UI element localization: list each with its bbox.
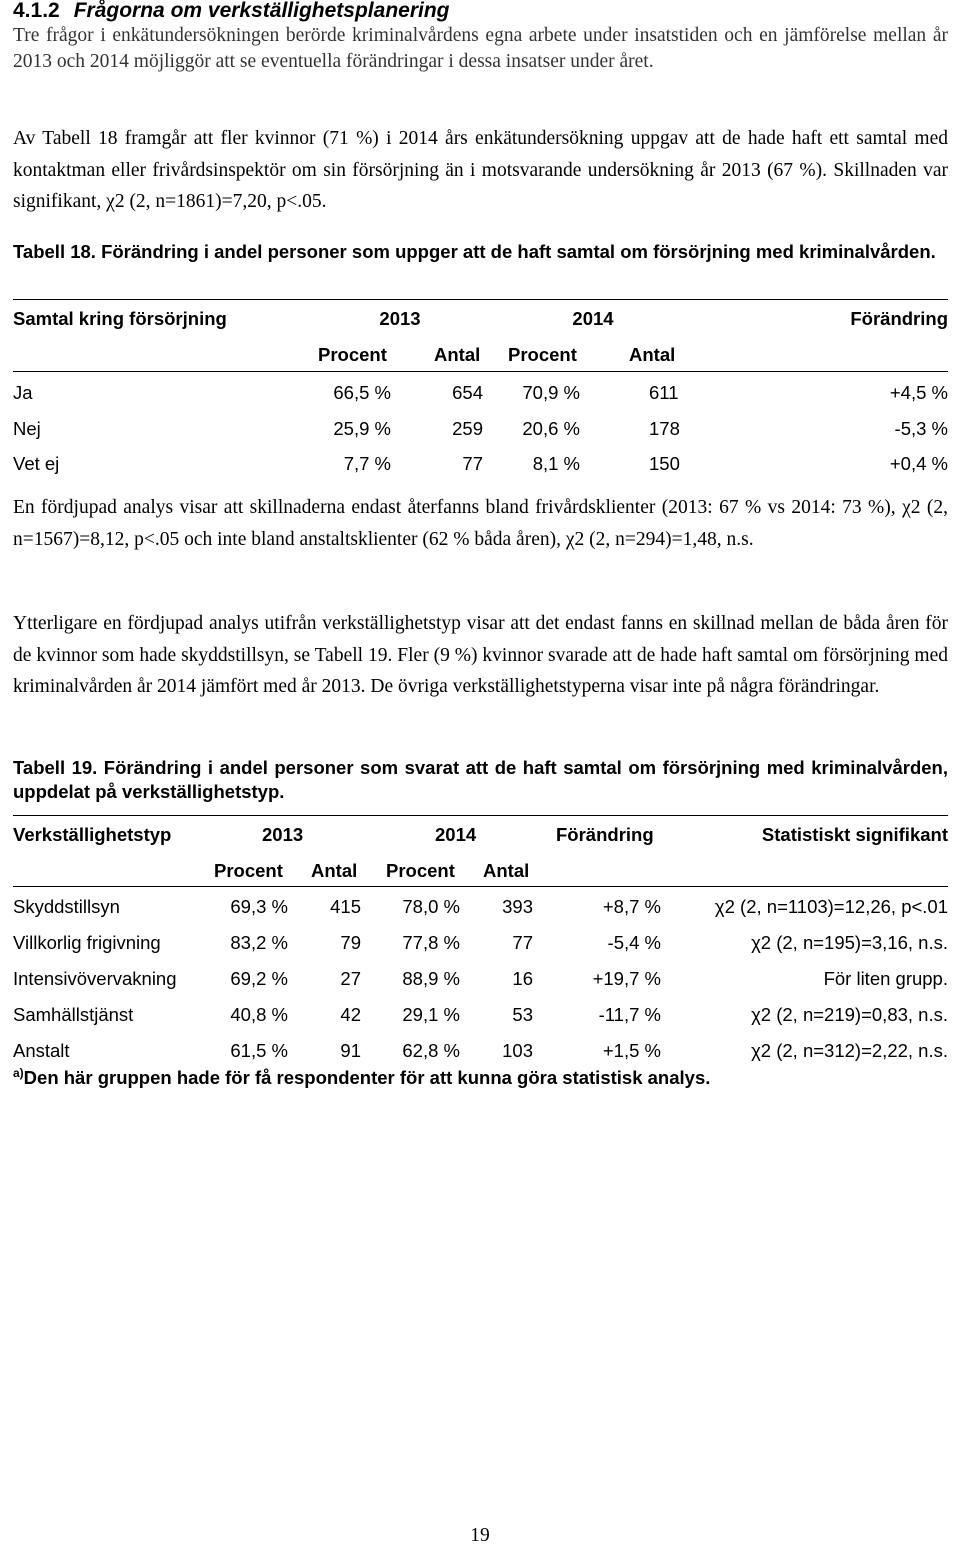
cell-change: +0,4 % [889,453,948,474]
cell-pct-2013: 69,2 % [230,968,288,989]
cell-significance: χ2 (2, n=312)=2,22, n.s. [751,1040,948,1061]
cell-pct-2013: 83,2 % [230,932,288,953]
cell-pct-2014: 78,0 % [402,896,460,917]
cell-change: -5,4 % [607,932,661,953]
table19-footnote [13,1066,710,1089]
cell-n-2013: 259 [452,418,483,439]
cell-n-2014: 393 [502,896,533,917]
cell-n-2014: 150 [649,453,680,474]
subheader-count: Antal [311,860,358,881]
cell-n-2014: 77 [512,932,533,953]
cell-n-2013: 42 [340,1004,361,1025]
table-rule [13,371,948,372]
subheader-percent: Procent [318,344,387,365]
analysis-paragraph: En fördjupad analys visar att skillnaderna endast återfanns bland frivårdsklienter (2013: 67 % vs 2014: 73 %), χ2 (2, n=1567)=8,12, p<.05 och inte bland anstaltsklienter (62 % båda åren), χ2 (2, n=294)=1,48, n.s. [13,497,948,550]
cell-pct-2013: 66,5 % [333,382,391,403]
cell-pct-2013: 25,9 % [333,418,391,439]
cell-n-2014: 103 [502,1040,533,1061]
cell-n-2013: 79 [340,932,361,953]
row-label: Vet ej [13,453,60,474]
cell-n-2013: 27 [340,968,361,989]
cell-pct-2014: 62,8 % [402,1040,460,1061]
subheader-count: Antal [629,344,676,365]
cell-pct-2013: 40,8 % [230,1004,288,1025]
cell-change: +4,5 % [889,382,948,403]
cell-change: +19,7 % [592,968,661,989]
subheader-percent: Procent [508,344,577,365]
section-heading [13,0,948,24]
cell-pct-2014: 70,9 % [522,382,580,403]
column-header-change: Förändring [556,824,654,845]
cell-n-2014: 178 [649,418,680,439]
section-title: Frågorna om verkställighetsplanering [73,0,450,22]
table-rule [13,299,948,300]
column-header-2014: 2014 [435,824,477,845]
cell-significance: χ2 (2, n=1103)=12,26, p<.01 [714,896,948,917]
cell-change: +8,7 % [602,896,661,917]
cell-n-2014: 611 [649,382,679,403]
table18 [13,299,948,479]
cell-pct-2014: 77,8 % [402,932,460,953]
cell-pct-2014: 8,1 % [532,453,580,474]
cell-n-2014: 16 [512,968,533,989]
table-rule [13,815,948,816]
footnote-marker: a) [13,1066,24,1080]
row-label: Skyddstillsyn [13,896,120,917]
cell-pct-2013: 69,3 % [230,896,288,917]
cell-n-2013: 654 [452,382,483,403]
column-header: Samtal kring försörjning [13,308,227,329]
cell-pct-2013: 61,5 % [230,1040,288,1061]
analysis-paragraph-2: Ytterligare en fördjupad analys utifrån verkställighetstyp visar att det endast fanns en skillnad mellan de båda åren för de kvinnor som hade skyddstillsyn, se Tabell 19. Fler (9 %) kvinnor svarade att de hade haft samtal om försörjning med kriminalvården år 2014 jämfört med år 2013. De övriga verkställighetstyperna visar inte på några förändringar. [13,613,948,697]
subheader-percent: Procent [214,860,283,881]
row-label: Villkorlig frigivning [13,932,161,953]
cell-change: +1,5 % [602,1040,661,1061]
subheader-count: Antal [483,860,530,881]
cell-pct-2014: 29,1 % [402,1004,460,1025]
page-number: 19 [470,1525,490,1546]
row-label: Samhällstjänst [13,1004,134,1025]
column-header-2014: 2014 [572,308,614,329]
column-header-2013: 2013 [379,308,421,329]
row-label: Anstalt [13,1040,70,1061]
subheader-count: Antal [434,344,481,365]
cell-pct-2014: 20,6 % [522,418,580,439]
section-number: 4.1.2 [13,0,60,22]
row-label: Intensivövervakning [13,968,177,989]
cell-significance: χ2 (2, n=195)=3,16, n.s. [751,932,948,953]
cell-n-2014: 53 [512,1004,533,1025]
subheader-percent: Procent [386,860,455,881]
cell-pct-2013: 7,7 % [343,453,391,474]
cell-pct-2014: 88,9 % [402,968,460,989]
row-label: Nej [13,418,41,439]
intro-paragraph: Tre frågor i enkätundersökningen berörde kriminalvårdens egna arbete under insatstiden och en jämförelse mellan år 2013 och 2014 möjliggör att se eventuella förändringar i dessa insatser under året. [13,25,948,72]
footnote-text: Den här gruppen hade för få respondenter för att kunna göra statistisk analys. [23,1067,711,1088]
table-rule [13,886,948,887]
column-header-change: Förändring [850,308,948,329]
cell-n-2013: 77 [462,453,483,474]
cell-change: -11,7 % [598,1004,661,1025]
table19 [13,815,948,1065]
cell-change: -5,3 % [894,418,948,439]
table19-caption: Tabell 19. Förändring i andel personer som svarat att de haft samtal om försörjning med kriminalvården, uppdelat på verkställighetstyp. [13,757,948,802]
cell-n-2013: 415 [330,896,361,917]
column-header-2013: 2013 [262,824,304,845]
cell-significance: För liten grupp. [823,968,948,989]
result-paragraph: Av Tabell 18 framgår att fler kvinnor (71 %) i 2014 års enkätundersökning uppgav att de hade haft ett samtal med kontaktman eller frivårdsinspektör om sin försörjning än i motsvarande undersökning år 2013 (67 %). Skillnaden var signifikant, χ2 (2, n=1861)=7,20, p<.05. [13,128,948,212]
table18-caption: Tabell 18. Förändring i andel personer som uppger att de haft samtal om försörjning med kriminalvården. [13,241,936,262]
row-label: Ja [13,382,33,403]
column-header: Verkställighetstyp [13,824,172,845]
cell-n-2013: 91 [340,1040,361,1061]
column-header-significance: Statistiskt signifikant [761,824,948,845]
cell-significance: χ2 (2, n=219)=0,83, n.s. [751,1004,948,1025]
